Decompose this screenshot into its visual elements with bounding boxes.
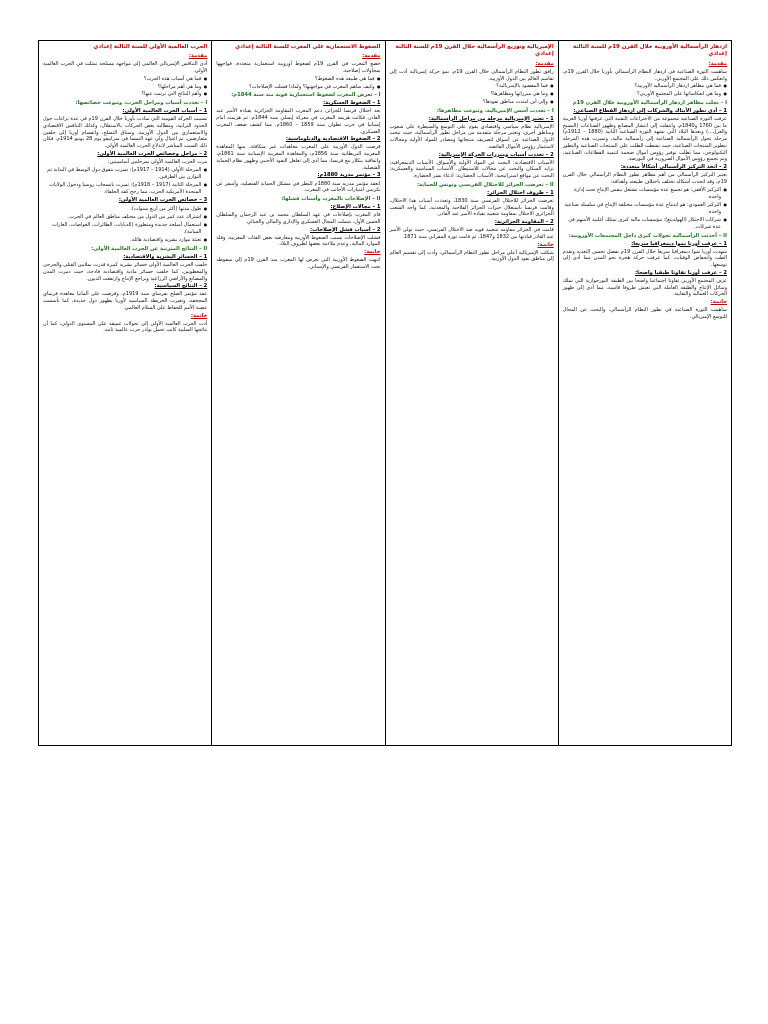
conclusion-label: خاتمة: bbox=[537, 241, 554, 248]
intro-label: مقدمة: bbox=[188, 53, 208, 60]
intro-text: ساهمت الثورة الصناعية في ازدهار النظام الرأسمالي بأوربا خلال القرن 19م، وانعكس ذلك على المجتمع الأوربي. bbox=[562, 68, 727, 82]
subheading: 1 – تعتبر الإمبريالية مرحلة من مراحل الرأسمالية: bbox=[428, 115, 554, 122]
column-title: الإمبريالية وتوزيع الرأسمالية خلال القرن 19م للسنة الثالثة إعدادي bbox=[395, 44, 554, 58]
paragraph: يعتبر التركيز الرأسمالي من أهم مظاهر تطور النظام الرأسمالي خلال القرن 19م، وقد اتخذت أشكاله تختلف باختلاف طبيعته وأهدافه: bbox=[562, 172, 727, 185]
section-heading: I – تعددت أسس الإمبريالية، وتنوعت مظاهرها: bbox=[436, 107, 554, 114]
list-item: ● استعمال أسلحة جديدة ومتطورة (الدبابات، الطائرات، الغواصات، الغازات السامة). bbox=[43, 222, 207, 236]
question-item: ● فما المقصود بالإمبريالية؟ bbox=[390, 83, 554, 90]
intro-text: أدى التنافس الإمبريالي العالمي إلى مواجهة مسلحة تمثلت في الحرب العالمية الأولى. bbox=[43, 61, 208, 75]
intro-label: مقدمة: bbox=[708, 60, 727, 67]
paragraph: فرضت الدول الأوربية على المغرب معاهدات غير متكافئة، منها المعاهدة المغربية البريطانية سنة 1856م، والمعاهدة المغربية الإسبانية سنة 1861م، واتفاقية بيكلار مع فرنسا، مما أدى إلى تغلغل النفوذ الأجنبي وظهور نظام الحماية القنصلية. bbox=[216, 144, 381, 171]
paragraph: قامت في الجزائر مقاومة شعبية قوية ضد الاحتلال الفرنسي، حيث تولى الأمير عبد القادر قيادتها بين 1832 و1847، ثم قامت ثورة المقراني سنة 1871. bbox=[389, 227, 554, 240]
list-item: ● التركيز الأفقي: هو تجميع عدة مؤسسات تشتغل بنفس الإنتاج تحت إدارة واحدة. bbox=[563, 187, 727, 201]
list-item: ● شركات الاحتكار (الهولدينغ): مؤسسات مالية كبرى تمتلك أغلبية الأسهم في عدة شركات. bbox=[563, 217, 727, 231]
subheading: 1 – ظروف احتلال الجزائر: bbox=[487, 189, 554, 196]
subheading: 3 – مؤتمر مدريد 1880م: bbox=[317, 172, 381, 179]
list-item: ● التركيز العمودي: هو اندماج عدة مؤسسات مختلفة الإنتاج في سلسلة صناعية واحدة. bbox=[563, 202, 727, 216]
paragraph: خلفت الحرب العالمية الأولى خسائر بشرية كبيرة قدرت بملايين القتلى والجرحى والمعطوبين، كما خلفت خسائر مادية واقتصادية فادحة، حيث دمرت المدن والمصانع والأراضي الزراعية وتراجع الإنتاج وارتفعت الديون. bbox=[43, 262, 208, 282]
column-ww1 bbox=[39, 41, 211, 745]
list-item: ● تعبئة موارد بشرية واقتصادية هائلة. bbox=[43, 237, 207, 244]
section-heading: II – تعرضت الجزائر للاحتلال الفرنسي وتونس للحماية: bbox=[416, 181, 554, 188]
paragraph: قام المغرب بإصلاحات في عهد السلطان محمد بن عبد الرحمان والسلطان الحسن الأول، شملت المجال العسكري والإداري والمالي والجبائي. bbox=[216, 212, 381, 225]
subheading: 1 – أسباب الحرب العالمية الأولى: bbox=[122, 108, 208, 115]
subheading: 1 – مجالات الإصلاح: bbox=[330, 204, 381, 211]
conclusion-text: انتهت الضغوط الأوربية التي تعرض لها المغرب منذ القرن 19م إلى سقوطه تحت الاستعمار الفرنسي والإسباني. bbox=[216, 257, 381, 270]
paragraph: شهدت أوربا نموا ديمغرافيا سريعا خلال القرن 19م بفضل تحسن التغذية وتقدم الطب وانخفاض الوفيات، كما عرفت حركة هجرة نحو المدن مما أدى إلى توسعها. bbox=[562, 248, 727, 269]
section-heading: II – أحدثت الرأسمالية تحولات كبرى داخل المجتمعات الأوروبية: bbox=[568, 232, 727, 239]
paragraph: بعد احتلال فرنسا للجزائر، دعم المغرب المقاومة الجزائرية بقيادة الأمير عبد القادر، فكانت هزيمة المغرب في معركة إيسلي سنة 1844م، ثم هزيمته أمام إسبانيا في حرب تطوان سنة 1859 – 1860م، مما كشف ضعف المغرب العسكري. bbox=[216, 108, 381, 135]
intro-label: مقدمة: bbox=[362, 53, 381, 60]
question-item: ● فما هي طبيعة هذه الضغوط؟ bbox=[216, 76, 380, 83]
conclusion-text: أدت الحرب العالمية الأولى إلى تحولات عميقة على المستوى الدولي، كما أن نتائجها السلبية كانت تحمل بوادر حرب عالمية ثانية. bbox=[43, 320, 208, 334]
column-title: الحرب العالمية الأولى للسنة الثالثة إعدادي bbox=[93, 44, 208, 50]
subheading: 2 – عرفت أوربا تفاوتا طبقيا واضحا: bbox=[635, 269, 727, 276]
section-heading: II – الإصلاحات بالمغرب وأسباب فشلها: bbox=[281, 196, 381, 202]
conclusion-text: شكلت الإمبريالية أعلى مراحل تطور النظام الرأسمالي، وأدت إلى تقسيم العالم إلى مناطق نفوذ الدول الأوربية. bbox=[389, 249, 554, 263]
question-item: ● وإلى أين امتدت مناطق نفوذها؟ bbox=[390, 99, 554, 106]
paragraph: عقد مؤتمر الصلح بفرساي سنة 1919م، وفرضت على ألمانيا معاهدة فرساي المجحفة، وتغيرت الخريطة السياسية لأوربا بظهور دول جديدة، كما تأسست عصبة الأمم للحفاظ على السلام العالمي. bbox=[43, 291, 208, 311]
conclusion-label: خاتمة: bbox=[364, 249, 381, 256]
conclusion-label: خاتمة: bbox=[190, 312, 208, 319]
lesson-sheet bbox=[38, 40, 732, 746]
list-item: ● المرحلة الأولى (1914 – 1917م): تميزت بتفوق دول الوسط في البداية ثم التوازن بين الطرفين. bbox=[43, 167, 207, 181]
paragraph: عرف المجتمع الأوربي تفاوتا اجتماعيا واضحا بين الطبقة البورجوازية التي تملك وسائل الإنتاج والطبقة العاملة التي تعيش ظروفا قاسية، مما أدى إلى ظهور الحركات العمالية والنقابية. bbox=[562, 277, 727, 298]
question-item: ● فما هي أسباب هذه الحرب؟ bbox=[43, 76, 207, 83]
subheading: 2 – تعددت أسباب ومبررات الحركة الإمبريالية: bbox=[438, 151, 554, 158]
subheading: 1 – الضغوط العسكرية: bbox=[323, 100, 381, 107]
subheading: 2 – اتخذ التركيز الرأسمالي أشكالاً متعددة: bbox=[620, 164, 727, 171]
paragraph: مرت الحرب العالمية الأولى بمرحلتين أساسيتين: bbox=[107, 158, 208, 165]
paragraph: عرفت الثورة الصناعية مجموعة من الاختراعات التقنية التي عرفتها أوربا الغربية ما بين 1760 و1840م، وانتقلت إلى انتشار المصانع وظهور الصناعات (النسيج والغزل...) وبعدها البلاد التي تشهد الثورة الصناعية الثانية (1880 – 1912م) مرحلة تحول الرأسمالية الصناعية إلى رأسمالية مالية، وتميزت هذه المرحلة بتطوير المنتجات الصناعية، حيث نشطت الطلب على المنتجات الصناعية والتطور التكنولوجي، مما تطلب توفير رؤوس أموال ضخمة لتنمية القطاعات الصناعية، وتم تجميع رؤوس الأموال الضرورية في البورصة. bbox=[562, 115, 727, 163]
conclusion-label: خاتمة: bbox=[710, 299, 727, 306]
question-item: ● وما هي أهم مراحلها؟ bbox=[43, 84, 207, 91]
subheading: 2 – الضغوط الاقتصادية والدبلوماسية: bbox=[285, 136, 381, 143]
intro-label: مقدمة: bbox=[535, 60, 554, 67]
list-item: ● المرحلة الثانية (1917 – 1918م): تميزت بانسحاب روسيا ودخول الولايات المتحدة الأمريكية الحرب، مما رجح كفة الحلفاء. bbox=[43, 182, 207, 196]
subheading: 1 – أدى تطور الأبناك والشركات إلى ازدهار القطاع الصناعي: bbox=[573, 107, 727, 114]
paragraph: تعرضت الجزائر للاحتلال الفرنسي سنة 1830، وتعددت أسباب هذا الاحتلال، وقامت فرنسا باستغلال خيرات الجزائر الفلاحية والمعدنية، كما واجه الشعب الجزائري الاحتلال بمقاومة شعبية بقيادة الأمير عبد القادر. bbox=[389, 197, 554, 218]
column-morocco-pressures bbox=[211, 41, 384, 745]
subheading: 1 – عرفت أوربا نموا ديمغرافيا سريعا: bbox=[631, 240, 727, 247]
subheading: 3 – خصائص الحرب العالمية الأولى: bbox=[118, 197, 208, 204]
section-heading: I – تعددت أسباب ومراحل الحرب، وتنوعت خصائصها: bbox=[75, 100, 208, 107]
list-item: ● طول مدتها (أكثر من أربع سنوات). bbox=[43, 206, 207, 213]
subheading: 2 – النتائج السياسية: bbox=[154, 283, 208, 290]
list-item: ● اشتراك عدد كبير من الدول من مختلف مناطق العالم في الحرب. bbox=[43, 214, 207, 221]
conclusion-text: ساهمت الثورة الصناعية في تطور النظام الرأسمالي، والبحث عن المجال للتوسع الإمبريالي. bbox=[562, 307, 727, 320]
intro-text: خضع المغرب في القرن 19م لضغوط أوروبية استعمارية متعددة، فواجهها بمحاولات إصلاحية. bbox=[216, 61, 381, 75]
subheading: 2 – المقاومة الجزائرية: bbox=[494, 219, 554, 226]
subheading: 1 – الخسائر البشرية والاقتصادية: bbox=[123, 254, 208, 261]
column-title: الضغوط الاستعمارية على المغرب للسنة الثالثة إعدادي bbox=[235, 44, 381, 50]
subheading: 2 – مراحل وخصائص الحرب العالمية الأولى: bbox=[97, 150, 208, 157]
paragraph: الأسباب الاقتصادية: البحث عن المواد الأولية والأسواق. الأسباب الديمغرافية: تزايد السكان والبحث عن مجالات للاستيطان. الأسباب السياسية والعسكرية: البحث عن مواقع استراتيجية. الأسباب الحضارية: ادعاء نشر الحضارة. bbox=[389, 159, 554, 180]
question-item: ● وكيف ساهم المغرب في مواجهتها؟ ولماذا فشلت الإصلاحات؟ bbox=[216, 84, 380, 91]
column-imperialism bbox=[385, 41, 558, 745]
question-item: ● وما هي انعكاساتها على المجتمع الأوربي؟ bbox=[563, 91, 727, 98]
intro-text: رافق تطور النظام الرأسمالي خلال القرن 19م، نمو حركة إمبريالية أدت إلى تقاسم العالم بين الدول الأوربية. bbox=[389, 68, 554, 82]
paragraph: الإمبريالية نظام سياسي واقتصادي يقوم على التوسع والسيطرة على شعوب ومناطق أخرى، وتعتبر مرحلة متقدمة من مراحل تطور الرأسمالية، حيث تبحث الدول الصناعية عن أسواق لتصريف منتجاتها ومصادر للمواد الأولية ومجالات لاستثمار رؤوس الأموال الفائضة. bbox=[389, 123, 554, 150]
paragraph: تسببت الحركة القومية التي سادت بأوربا خلال القرن 19م في عدة نزاعات حول الحدود الترابية، ومطالبة بعض الحركات بالاستقلال، وكذلك التنافس الاقتصادي والاستعماري بين الدول الأوربية، وسباق التسلح، وانقسام أوربا إلى حلفين متعارضين، ثم اغتيال ولي عهد النمسا في سراييفو يوم 28 يونيو 1914م، فكان ذلك السبب المباشر لاندلاع الحرب العالمية الأولى. bbox=[43, 116, 208, 150]
question-item: ● وأهم النتائج التي ترتبت عنها؟ bbox=[43, 91, 207, 98]
question-item: ● وما هي مبرراتها ومظاهرها؟ bbox=[390, 91, 554, 98]
section-heading: I – تعرض المغرب لضغوط استعمارية قوية منذ سنة 1844م: bbox=[231, 92, 381, 99]
column-title: ازدهار الرأسمالية الأوروبية خلال القرن 19م للسنة الثالثة إعدادي bbox=[572, 44, 727, 58]
question-item: ● فما هي مظاهر ازدهار الرأسمالية الأوربية؟ bbox=[563, 83, 727, 90]
paragraph: فشلت الإصلاحات بسبب الضغوط الأوربية ومعارضة بعض الفئات المغربية، وقلة الموارد المالية، وعدم ملاءمة بعضها لظروف البلاد. bbox=[216, 234, 381, 248]
section-heading: II – النتائج المترتبة عن الحرب العالمية الأولى: bbox=[91, 246, 208, 252]
column-capitalism bbox=[558, 41, 731, 745]
section-heading: I – تجلت مظاهر ازدهار الرأسمالية الأوروبية خلال القرن 19م bbox=[572, 99, 727, 106]
subheading: 2 – أسباب فشل الإصلاحات: bbox=[310, 226, 381, 233]
paragraph: انعقد مؤتمر مدريد سنة 1880م للنظر في مشكل الحماية القنصلية، وأسفر عن تكريس امتيازات الأجانب في المغرب. bbox=[216, 180, 381, 194]
